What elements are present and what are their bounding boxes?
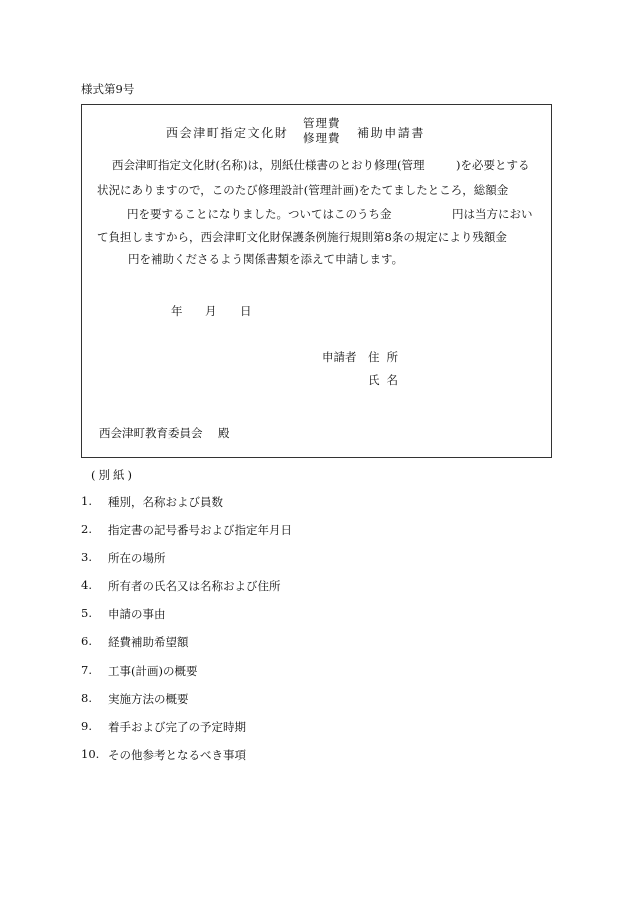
list-item-number: 3. xyxy=(81,550,92,565)
list-item-number: 6. xyxy=(81,634,92,649)
list-item-text: 申請の事由 xyxy=(108,607,166,622)
recipient-name: 西会津町教育委員会 xyxy=(99,426,203,440)
list-item-number: 10. xyxy=(81,746,100,761)
list-item xyxy=(81,691,501,719)
address-label: 住所 xyxy=(368,350,405,364)
name-label: 氏名 xyxy=(368,373,405,387)
title-option-repair: 修理費 xyxy=(303,131,341,145)
list-item xyxy=(81,634,501,662)
list-item-number: 9. xyxy=(81,718,92,733)
list-item-number: 7. xyxy=(81,662,92,677)
body-line-4: て負担しますから，西会津町文化財保護条例施行規則第8条の規定により残額金 xyxy=(97,230,507,244)
list-item-text: 経費補助希望額 xyxy=(108,635,189,650)
list-item-number: 5. xyxy=(81,606,92,621)
list-item xyxy=(81,747,501,775)
list-item-text: 所有者の氏名又は名称および住所 xyxy=(108,579,281,594)
body-line-3-end: 円は当方におい xyxy=(452,207,533,221)
body-line-2: 状況にありますので，このたび修理設計(管理計画)をたてましたところ，総額金 xyxy=(97,183,509,197)
title-option-management: 管理費 xyxy=(303,116,341,130)
title-tail: 補助申請書 xyxy=(357,126,426,140)
list-item-text: 所在の場所 xyxy=(108,551,166,566)
attachment-title: (別紙) xyxy=(91,468,135,482)
list-item-text: 種別，名称および員数 xyxy=(108,495,223,509)
list-item xyxy=(81,494,501,522)
list-item-text: 工事(計画)の概要 xyxy=(108,663,198,678)
list-item xyxy=(81,606,501,634)
list-item-number: 4. xyxy=(81,578,92,593)
list-item xyxy=(81,578,501,606)
body-line-1: 西会津町指定文化財(名称)は，別紙仕様書のとおり修理(管理 xyxy=(112,158,425,172)
body-line-3: 円を要することになりました。ついてはこのうち金 xyxy=(127,207,392,221)
body-line-5: 円を補助くださるよう関係書類を添えて申請します。 xyxy=(128,252,404,266)
list-item-text: 指定書の記号番号および指定年月日 xyxy=(108,523,292,538)
form-number: 様式第9号 xyxy=(81,82,135,96)
list-item-text: その他参考となるべき事項 xyxy=(108,747,246,762)
list-item-number: 1. xyxy=(81,494,92,508)
list-item xyxy=(81,663,501,691)
date-year-label: 年 xyxy=(171,304,183,318)
applicant-label: 申請者 xyxy=(322,350,357,364)
list-item-number: 8. xyxy=(81,690,92,705)
list-item xyxy=(81,550,501,578)
title-options xyxy=(303,116,341,146)
body-line-1-end: )を必要とする xyxy=(456,158,530,172)
recipient-honorific: 殿 xyxy=(218,426,230,440)
list-item-text: 着手および完了の予定時期 xyxy=(108,719,246,734)
list-item-text: 実施方法の概要 xyxy=(108,691,189,706)
date-day-label: 日 xyxy=(240,304,252,318)
attachment-list xyxy=(81,494,501,775)
list-item-number: 2. xyxy=(81,522,92,537)
list-item xyxy=(81,522,501,550)
title-main: 西会津町指定文化財 xyxy=(166,126,289,140)
list-item xyxy=(81,719,501,747)
date-month-label: 月 xyxy=(205,304,217,318)
